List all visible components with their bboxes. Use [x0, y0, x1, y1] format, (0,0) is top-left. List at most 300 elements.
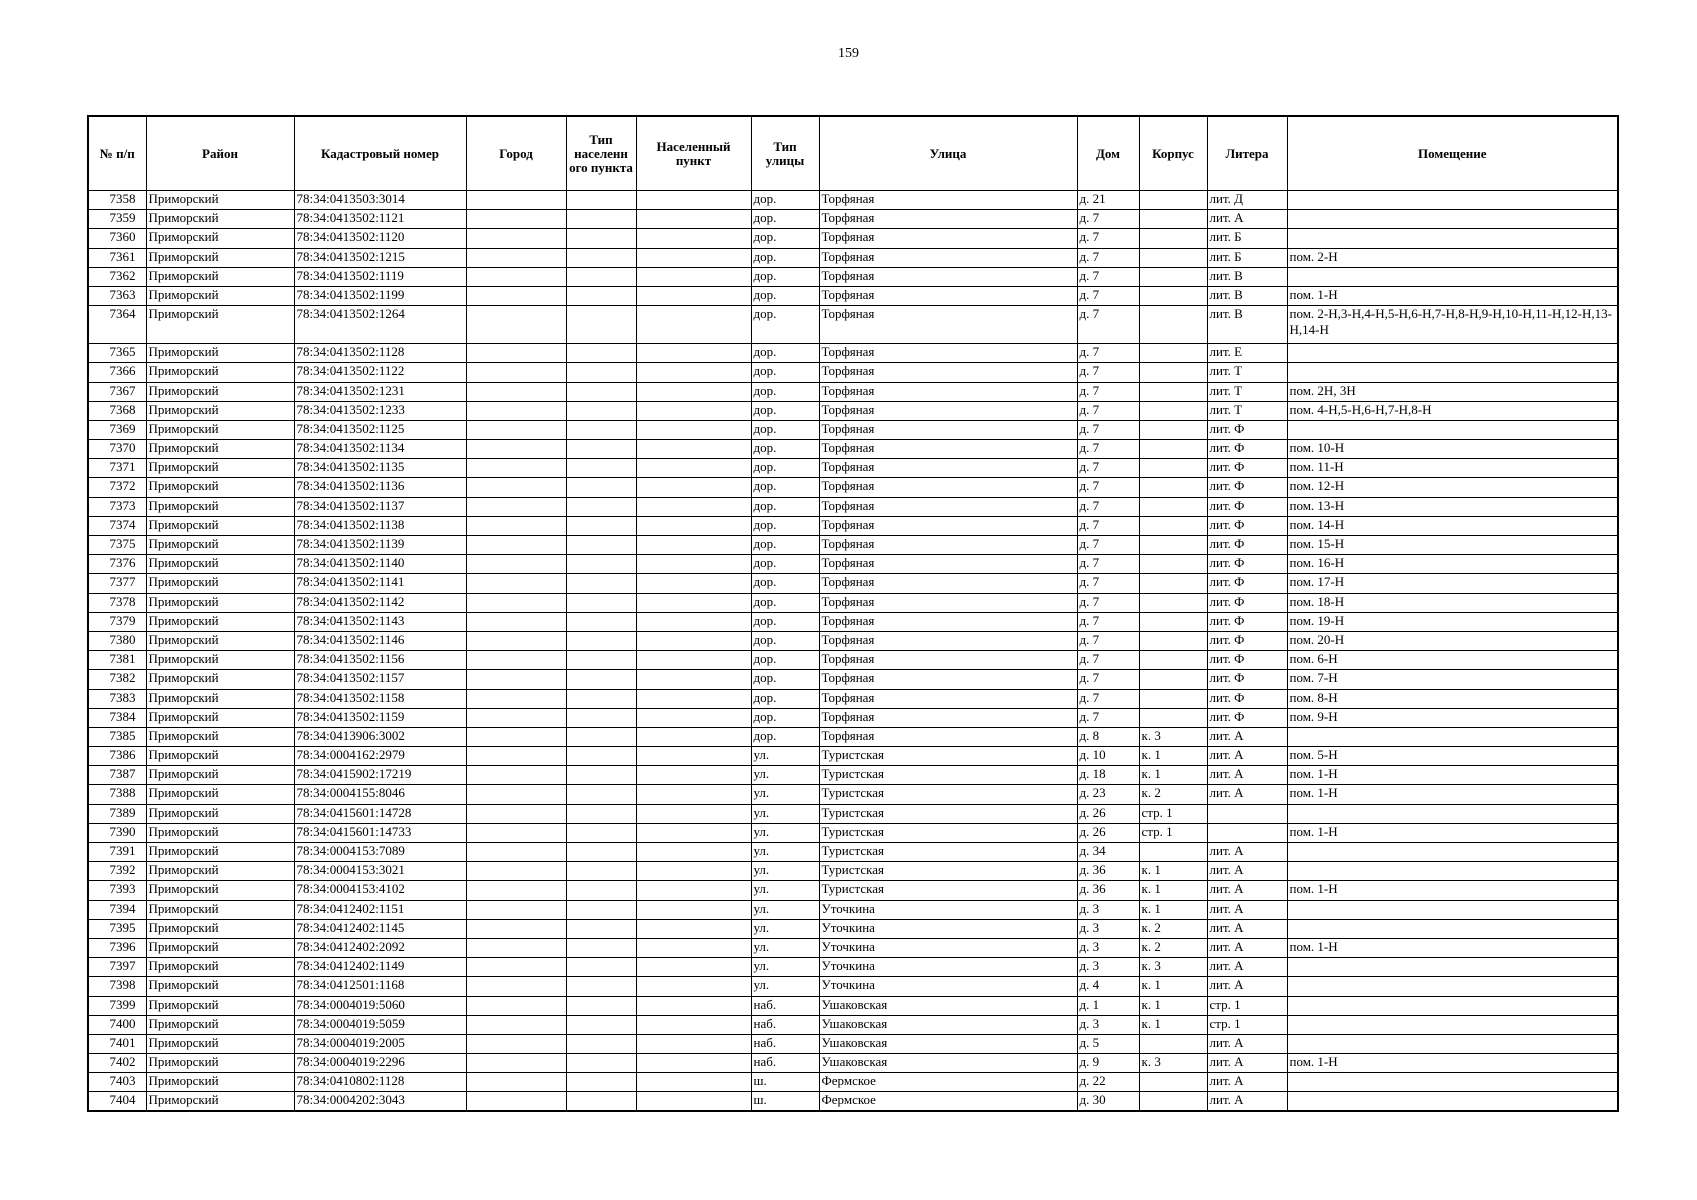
cell-num: 7374 — [88, 516, 146, 535]
cell-letter: лит. Ф — [1207, 708, 1287, 727]
cell-house: д. 8 — [1077, 727, 1139, 746]
cell-letter: лит. Е — [1207, 344, 1287, 363]
cell-building: к. 1 — [1139, 747, 1207, 766]
cell-letter: лит. Ф — [1207, 670, 1287, 689]
cell-settlement — [636, 574, 751, 593]
cell-letter: лит. В — [1207, 286, 1287, 305]
cell-cadastral: 78:34:0413502:1157 — [294, 670, 466, 689]
cell-settlement-type — [566, 938, 636, 957]
cell-num: 7385 — [88, 727, 146, 746]
cell-settlement — [636, 651, 751, 670]
cell-settlement-type — [566, 1015, 636, 1034]
cell-room — [1287, 344, 1618, 363]
table-row — [88, 478, 1618, 497]
cell-building — [1139, 536, 1207, 555]
cell-settlement-type — [566, 248, 636, 267]
cell-settlement-type — [566, 862, 636, 881]
cell-district: Приморский — [146, 843, 294, 862]
cell-cadastral: 78:34:0410802:1128 — [294, 1073, 466, 1092]
cell-settlement — [636, 420, 751, 439]
cell-settlement-type — [566, 555, 636, 574]
cell-cadastral: 78:34:0415902:17219 — [294, 766, 466, 785]
cell-room — [1287, 804, 1618, 823]
cell-street-type: ул. — [751, 900, 819, 919]
cell-street-type: дор. — [751, 382, 819, 401]
cell-district: Приморский — [146, 478, 294, 497]
cell-settlement — [636, 919, 751, 938]
cell-letter — [1207, 823, 1287, 842]
cell-district: Приморский — [146, 286, 294, 305]
cell-district: Приморский — [146, 363, 294, 382]
cell-district: Приморский — [146, 670, 294, 689]
cell-settlement-type — [566, 1092, 636, 1111]
cell-num: 7391 — [88, 843, 146, 862]
cell-settlement — [636, 862, 751, 881]
cell-street-type: ул. — [751, 785, 819, 804]
cell-cadastral: 78:34:0412402:1149 — [294, 958, 466, 977]
cell-cadastral: 78:34:0004162:2979 — [294, 747, 466, 766]
cell-num: 7399 — [88, 996, 146, 1015]
cell-district: Приморский — [146, 210, 294, 229]
cell-room — [1287, 363, 1618, 382]
cell-room: пом. 10-Н — [1287, 440, 1618, 459]
cell-street-type: ул. — [751, 938, 819, 957]
cell-district: Приморский — [146, 996, 294, 1015]
table-row — [88, 516, 1618, 535]
cell-num: 7369 — [88, 420, 146, 439]
cell-street: Торфяная — [819, 536, 1077, 555]
table-row — [88, 440, 1618, 459]
cell-cadastral: 78:34:0413502:1158 — [294, 689, 466, 708]
cell-num: 7402 — [88, 1054, 146, 1073]
cell-street: Торфяная — [819, 670, 1077, 689]
cell-letter: лит. В — [1207, 306, 1287, 344]
cell-letter: лит. Ф — [1207, 574, 1287, 593]
cell-room: пом. 12-Н — [1287, 478, 1618, 497]
cell-letter: лит. Ф — [1207, 651, 1287, 670]
cell-settlement — [636, 612, 751, 631]
cell-street-type: ш. — [751, 1092, 819, 1111]
cell-house: д. 34 — [1077, 843, 1139, 862]
table-row — [88, 420, 1618, 439]
cell-building: к. 1 — [1139, 862, 1207, 881]
cell-settlement — [636, 497, 751, 516]
table-row — [88, 574, 1618, 593]
cell-cadastral: 78:34:0413502:1119 — [294, 267, 466, 286]
cell-building — [1139, 210, 1207, 229]
cell-house: д. 9 — [1077, 1054, 1139, 1073]
cell-city — [466, 497, 566, 516]
cell-cadastral: 78:34:0413502:1233 — [294, 401, 466, 420]
table-row — [88, 977, 1618, 996]
cell-street: Уточкина — [819, 977, 1077, 996]
cell-district: Приморский — [146, 612, 294, 631]
cell-house: д. 1 — [1077, 996, 1139, 1015]
cell-cadastral: 78:34:0413502:1215 — [294, 248, 466, 267]
cell-street: Торфяная — [819, 420, 1077, 439]
cell-num: 7398 — [88, 977, 146, 996]
cell-settlement — [636, 785, 751, 804]
cell-settlement-type — [566, 267, 636, 286]
cell-settlement — [636, 210, 751, 229]
cell-settlement-type — [566, 401, 636, 420]
cell-district: Приморский — [146, 593, 294, 612]
cell-city — [466, 766, 566, 785]
cell-settlement — [636, 631, 751, 650]
table-row — [88, 344, 1618, 363]
cell-street-type: дор. — [751, 536, 819, 555]
cell-city — [466, 363, 566, 382]
cell-cadastral: 78:34:0413503:3014 — [294, 191, 466, 210]
cell-building — [1139, 229, 1207, 248]
cell-street-type: дор. — [751, 612, 819, 631]
cell-letter: лит. Ф — [1207, 536, 1287, 555]
cell-settlement — [636, 555, 751, 574]
cell-street: Туристская — [819, 862, 1077, 881]
cell-cadastral: 78:34:0413502:1264 — [294, 306, 466, 344]
cell-city — [466, 977, 566, 996]
cell-house: д. 3 — [1077, 1015, 1139, 1034]
table-row — [88, 670, 1618, 689]
cell-city — [466, 306, 566, 344]
cell-num: 7366 — [88, 363, 146, 382]
cell-house: д. 7 — [1077, 536, 1139, 555]
cell-settlement-type — [566, 363, 636, 382]
cell-letter: лит. Ф — [1207, 478, 1287, 497]
cell-street-type: ш. — [751, 1073, 819, 1092]
cell-house: д. 7 — [1077, 210, 1139, 229]
cell-street: Фермское — [819, 1073, 1077, 1092]
cell-district: Приморский — [146, 651, 294, 670]
cell-settlement — [636, 823, 751, 842]
cell-room: пом. 1-Н — [1287, 785, 1618, 804]
cell-settlement-type — [566, 1054, 636, 1073]
cell-street: Торфяная — [819, 229, 1077, 248]
cell-district: Приморский — [146, 1092, 294, 1111]
cell-cadastral: 78:34:0413502:1134 — [294, 440, 466, 459]
cell-settlement-type — [566, 191, 636, 210]
cell-letter: лит. А — [1207, 862, 1287, 881]
cell-building: к. 2 — [1139, 785, 1207, 804]
cell-num: 7360 — [88, 229, 146, 248]
cell-house: д. 36 — [1077, 881, 1139, 900]
cell-building — [1139, 689, 1207, 708]
cell-cadastral: 78:34:0413502:1156 — [294, 651, 466, 670]
table-row — [88, 612, 1618, 631]
cell-city — [466, 996, 566, 1015]
cell-street: Ушаковская — [819, 1015, 1077, 1034]
cell-settlement-type — [566, 440, 636, 459]
cell-num: 7387 — [88, 766, 146, 785]
cell-district: Приморский — [146, 919, 294, 938]
table-row — [88, 862, 1618, 881]
cell-num: 7375 — [88, 536, 146, 555]
cell-street: Торфяная — [819, 344, 1077, 363]
table-row — [88, 708, 1618, 727]
cell-settlement — [636, 248, 751, 267]
cell-building: к. 2 — [1139, 919, 1207, 938]
cell-settlement-type — [566, 881, 636, 900]
cell-city — [466, 843, 566, 862]
table-body — [88, 191, 1618, 1112]
table-row — [88, 401, 1618, 420]
cell-settlement-type — [566, 651, 636, 670]
cell-building — [1139, 478, 1207, 497]
cell-settlement — [636, 536, 751, 555]
cell-room: пом. 16-Н — [1287, 555, 1618, 574]
cell-letter: лит. А — [1207, 1092, 1287, 1111]
cell-cadastral: 78:34:0004202:3043 — [294, 1092, 466, 1111]
table-header — [88, 116, 1618, 191]
cell-city — [466, 689, 566, 708]
cell-room: пом. 2-Н,3-Н,4-Н,5-Н,6-Н,7-Н,8-Н,9-Н,10-Н,11-Н,12-Н,13-Н,14-Н — [1287, 306, 1618, 344]
cell-city — [466, 516, 566, 535]
cell-cadastral: 78:34:0412402:1145 — [294, 919, 466, 938]
cell-building — [1139, 382, 1207, 401]
cell-street-type: дор. — [751, 440, 819, 459]
cell-letter: лит. А — [1207, 900, 1287, 919]
cell-letter: лит. Ф — [1207, 555, 1287, 574]
cell-street-type: дор. — [751, 363, 819, 382]
cell-settlement-type — [566, 516, 636, 535]
cell-house: д. 26 — [1077, 823, 1139, 842]
cell-street: Торфяная — [819, 651, 1077, 670]
cell-city — [466, 440, 566, 459]
cell-settlement — [636, 689, 751, 708]
cell-house: д. 5 — [1077, 1034, 1139, 1053]
cell-house: д. 3 — [1077, 938, 1139, 957]
cell-district: Приморский — [146, 574, 294, 593]
cell-house: д. 7 — [1077, 593, 1139, 612]
cell-settlement — [636, 459, 751, 478]
cell-settlement — [636, 286, 751, 305]
cell-cadastral: 78:34:0004155:8046 — [294, 785, 466, 804]
cell-settlement-type — [566, 766, 636, 785]
cell-letter: лит. Ф — [1207, 612, 1287, 631]
table-row — [88, 900, 1618, 919]
cell-letter: лит. Т — [1207, 382, 1287, 401]
cell-room: пом. 2-Н — [1287, 248, 1618, 267]
cell-house: д. 22 — [1077, 1073, 1139, 1092]
cell-room — [1287, 1015, 1618, 1034]
cell-letter: лит. Ф — [1207, 497, 1287, 516]
cell-street-type: дор. — [751, 229, 819, 248]
cell-building: к. 3 — [1139, 958, 1207, 977]
cell-cadastral: 78:34:0413906:3002 — [294, 727, 466, 746]
cell-num: 7381 — [88, 651, 146, 670]
header-house: Дом — [1077, 116, 1139, 191]
cell-street: Уточкина — [819, 938, 1077, 957]
cell-letter: лит. А — [1207, 210, 1287, 229]
cell-street-type: наб. — [751, 1034, 819, 1053]
cell-street-type: ул. — [751, 804, 819, 823]
cell-house: д. 7 — [1077, 344, 1139, 363]
cell-num: 7365 — [88, 344, 146, 363]
cell-letter: лит. Б — [1207, 229, 1287, 248]
cell-city — [466, 612, 566, 631]
cell-house: д. 7 — [1077, 401, 1139, 420]
cell-street: Туристская — [819, 747, 1077, 766]
cell-building — [1139, 593, 1207, 612]
cell-room — [1287, 1073, 1618, 1092]
cell-street: Туристская — [819, 823, 1077, 842]
cell-street: Торфяная — [819, 555, 1077, 574]
cell-street-type: дор. — [751, 708, 819, 727]
table-row — [88, 1092, 1618, 1111]
cell-building — [1139, 497, 1207, 516]
table-row — [88, 938, 1618, 957]
cell-room — [1287, 727, 1618, 746]
cell-building — [1139, 401, 1207, 420]
cell-settlement-type — [566, 689, 636, 708]
cell-room: пом. 1-Н — [1287, 881, 1618, 900]
cell-room: пом. 5-Н — [1287, 747, 1618, 766]
cell-cadastral: 78:34:0004019:5060 — [294, 996, 466, 1015]
cell-street: Торфяная — [819, 248, 1077, 267]
cell-letter: лит. А — [1207, 938, 1287, 957]
cell-settlement — [636, 996, 751, 1015]
cell-street-type: дор. — [751, 478, 819, 497]
table-row — [88, 631, 1618, 650]
cell-settlement-type — [566, 823, 636, 842]
cell-settlement — [636, 1054, 751, 1073]
cell-settlement-type — [566, 536, 636, 555]
cell-house: д. 7 — [1077, 555, 1139, 574]
cell-street: Ушаковская — [819, 1034, 1077, 1053]
table-row — [88, 286, 1618, 305]
cell-building: к. 1 — [1139, 881, 1207, 900]
cell-settlement — [636, 958, 751, 977]
cell-building — [1139, 1034, 1207, 1053]
cell-room — [1287, 1092, 1618, 1111]
cell-building: к. 1 — [1139, 1015, 1207, 1034]
cell-street: Торфяная — [819, 612, 1077, 631]
cell-city — [466, 823, 566, 842]
cell-street: Туристская — [819, 843, 1077, 862]
cell-num: 7390 — [88, 823, 146, 842]
cell-room — [1287, 977, 1618, 996]
cell-settlement — [636, 1073, 751, 1092]
cell-letter: лит. А — [1207, 727, 1287, 746]
cell-district: Приморский — [146, 401, 294, 420]
cell-num: 7364 — [88, 306, 146, 344]
cell-num: 7386 — [88, 747, 146, 766]
cell-letter: лит. А — [1207, 843, 1287, 862]
cell-num: 7362 — [88, 267, 146, 286]
cell-street-type: дор. — [751, 593, 819, 612]
cell-settlement — [636, 747, 751, 766]
cell-district: Приморский — [146, 248, 294, 267]
cell-building: к. 1 — [1139, 977, 1207, 996]
table-row — [88, 727, 1618, 746]
cell-letter: лит. А — [1207, 881, 1287, 900]
table-row — [88, 785, 1618, 804]
cell-letter: стр. 1 — [1207, 1015, 1287, 1034]
cell-num: 7368 — [88, 401, 146, 420]
table-row — [88, 651, 1618, 670]
cell-settlement-type — [566, 286, 636, 305]
table-row — [88, 497, 1618, 516]
cell-room: пом. 11-Н — [1287, 459, 1618, 478]
cell-building — [1139, 843, 1207, 862]
cell-cadastral: 78:34:0004019:5059 — [294, 1015, 466, 1034]
cell-settlement — [636, 977, 751, 996]
cell-city — [466, 631, 566, 650]
cell-num: 7395 — [88, 919, 146, 938]
cell-cadastral: 78:34:0413502:1122 — [294, 363, 466, 382]
table-row — [88, 306, 1618, 344]
table-row — [88, 1073, 1618, 1092]
cell-room: пом. 4-Н,5-Н,6-Н,7-Н,8-Н — [1287, 401, 1618, 420]
cell-cadastral: 78:34:0415601:14733 — [294, 823, 466, 842]
cell-street: Торфяная — [819, 191, 1077, 210]
cell-settlement-type — [566, 996, 636, 1015]
cell-settlement-type — [566, 747, 636, 766]
cell-room: пом. 1-Н — [1287, 823, 1618, 842]
cell-num: 7393 — [88, 881, 146, 900]
cell-district: Приморский — [146, 631, 294, 650]
cell-room — [1287, 210, 1618, 229]
cell-district: Приморский — [146, 785, 294, 804]
cell-settlement — [636, 363, 751, 382]
cell-settlement-type — [566, 382, 636, 401]
cell-building: к. 2 — [1139, 938, 1207, 957]
cell-street-type: дор. — [751, 210, 819, 229]
cell-settlement — [636, 593, 751, 612]
cell-building — [1139, 286, 1207, 305]
cell-house: д. 7 — [1077, 689, 1139, 708]
cell-city — [466, 344, 566, 363]
cell-street-type: дор. — [751, 555, 819, 574]
cell-room: пом. 14-Н — [1287, 516, 1618, 535]
cell-city — [466, 420, 566, 439]
cell-city — [466, 958, 566, 977]
cell-num: 7396 — [88, 938, 146, 957]
cell-district: Приморский — [146, 516, 294, 535]
cell-district: Приморский — [146, 804, 294, 823]
table-row — [88, 881, 1618, 900]
cell-building — [1139, 440, 1207, 459]
cell-street: Торфяная — [819, 593, 1077, 612]
cell-settlement-type — [566, 612, 636, 631]
cell-cadastral: 78:34:0004153:3021 — [294, 862, 466, 881]
cell-cadastral: 78:34:0004153:7089 — [294, 843, 466, 862]
cell-room — [1287, 862, 1618, 881]
header-letter: Литера — [1207, 116, 1287, 191]
cell-num: 7372 — [88, 478, 146, 497]
cell-settlement-type — [566, 804, 636, 823]
cell-house: д. 7 — [1077, 670, 1139, 689]
cell-cadastral: 78:34:0413502:1142 — [294, 593, 466, 612]
cell-num: 7389 — [88, 804, 146, 823]
cell-street-type: ул. — [751, 766, 819, 785]
cell-street-type: наб. — [751, 1015, 819, 1034]
cell-cadastral: 78:34:0412402:1151 — [294, 900, 466, 919]
cell-num: 7359 — [88, 210, 146, 229]
cell-district: Приморский — [146, 958, 294, 977]
cell-settlement-type — [566, 958, 636, 977]
table-row — [88, 267, 1618, 286]
cell-settlement-type — [566, 708, 636, 727]
cell-room: пом. 2Н, 3Н — [1287, 382, 1618, 401]
cell-building: к. 3 — [1139, 727, 1207, 746]
cell-city — [466, 210, 566, 229]
cell-room: пом. 1-Н — [1287, 938, 1618, 957]
cell-house: д. 7 — [1077, 612, 1139, 631]
cell-letter: лит. Ф — [1207, 593, 1287, 612]
cell-settlement-type — [566, 900, 636, 919]
table-row — [88, 459, 1618, 478]
